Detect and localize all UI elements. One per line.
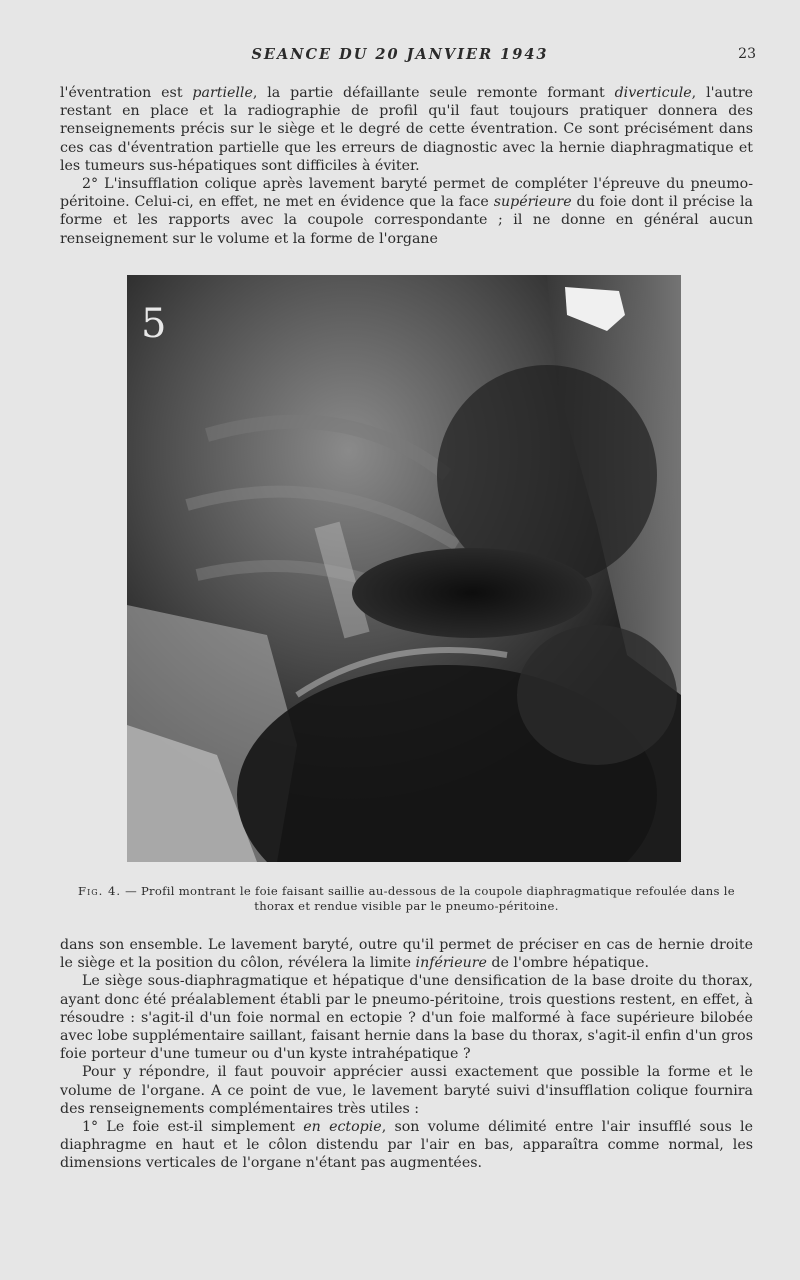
bottom-text-block — [60, 936, 753, 1173]
radiograph-figure — [127, 275, 681, 862]
page-header — [0, 44, 800, 66]
paragraph-siege: Le siège sous-diaphragmatique et hépatique d'une densification de la base droite du thorax, ayant donc été préalablement établi par le pneumo-péritoine, trois questions restent, en effet, à résoudre : s'agit-il d'un foie normal en ectopie ? d'un foie malformé à face supérieure bilobée avec lobe supplémentaire saillant, faisant hernie dans la base du thorax, s'agit-il enfin d'un gros foie porteur d'une tumeur ou d'un kyste intrahépatique ? — [60, 973, 753, 1063]
text-run: dans son ensemble. Le lavement baryté, outre qu'il permet de préciser en cas de hernie droite le siège et la position du côlon, révélera la limite — [60, 937, 753, 972]
text-run: , son volume délimité entre l'air insufflé sous le diaphragme en haut et le côlon distendu par l'air en bas, apparaîtra comme normal, les dimensions verticales de l'organe n'étant pas augmentées. — [60, 1119, 753, 1172]
paragraph-insufflation — [60, 175, 753, 248]
figure-caption-text: — Profil montrant le foie faisant saillie au-dessous de la coupole diaphragmatique refoulée dans le thorax et rendue visible par le pneumo-péritoine. — [121, 884, 735, 913]
text-run: de l'ombre hépatique. — [486, 955, 650, 972]
text-run: , la partie défaillante seule remonte formant — [252, 85, 615, 101]
running-head: SEANCE DU 20 JANVIER 1943 — [251, 46, 549, 63]
emphasis-superieure: supérieure — [493, 194, 572, 211]
figure-caption — [60, 884, 753, 913]
text-run: 2° L'insufflation colique après lavement baryté permet de compléter l'épreuve du pneumo-péritoine. Celui-ci, en effet, ne met en évidence que la face — [60, 176, 753, 211]
text-run: l'éventration est — [60, 85, 193, 101]
page-number: 23 — [738, 46, 756, 62]
paragraph-lavement — [60, 936, 753, 972]
radiograph-marker: 5 — [141, 301, 167, 347]
paragraph-ectopie — [60, 1118, 753, 1173]
top-text-block — [60, 84, 753, 248]
emphasis-partielle: partielle — [192, 85, 253, 101]
text-run: du foie dont il précise la forme et les rapports avec la coupole correspondante ; il ne donne en général aucun renseignement sur le volume et la forme de l'organe — [60, 194, 753, 247]
text-run: 1° Le foie est-il simplement — [82, 1119, 304, 1136]
emphasis-en-ectopie: en ectopie — [303, 1119, 382, 1136]
radiograph-image — [127, 275, 681, 862]
paragraph-eventration — [60, 84, 753, 175]
emphasis-inferieure: inférieure — [415, 955, 487, 972]
figure-label: Fig. 4. — [78, 884, 122, 898]
paragraph-repondre: Pour y répondre, il faut pouvoir apprécier aussi exactement que possible la forme et le volume de l'organe. A ce point de vue, le lavement baryté suivi d'insufflation colique fournira des renseignements complémentaires très utiles : — [60, 1064, 753, 1117]
emphasis-diverticule: diverticule — [614, 85, 692, 101]
text-run: , l'autre restant en place et la radiographie de profil qu'il faut toujours pratiquer donnera des renseignements précis sur le siège et le degré de cette éventration. Ce sont précisément dans ces cas d'éventration partielle que les erreurs de diagnostic avec la hernie diaphragmatique et les tumeurs sus-hépatiques sont difficiles à éviter. — [60, 85, 753, 174]
